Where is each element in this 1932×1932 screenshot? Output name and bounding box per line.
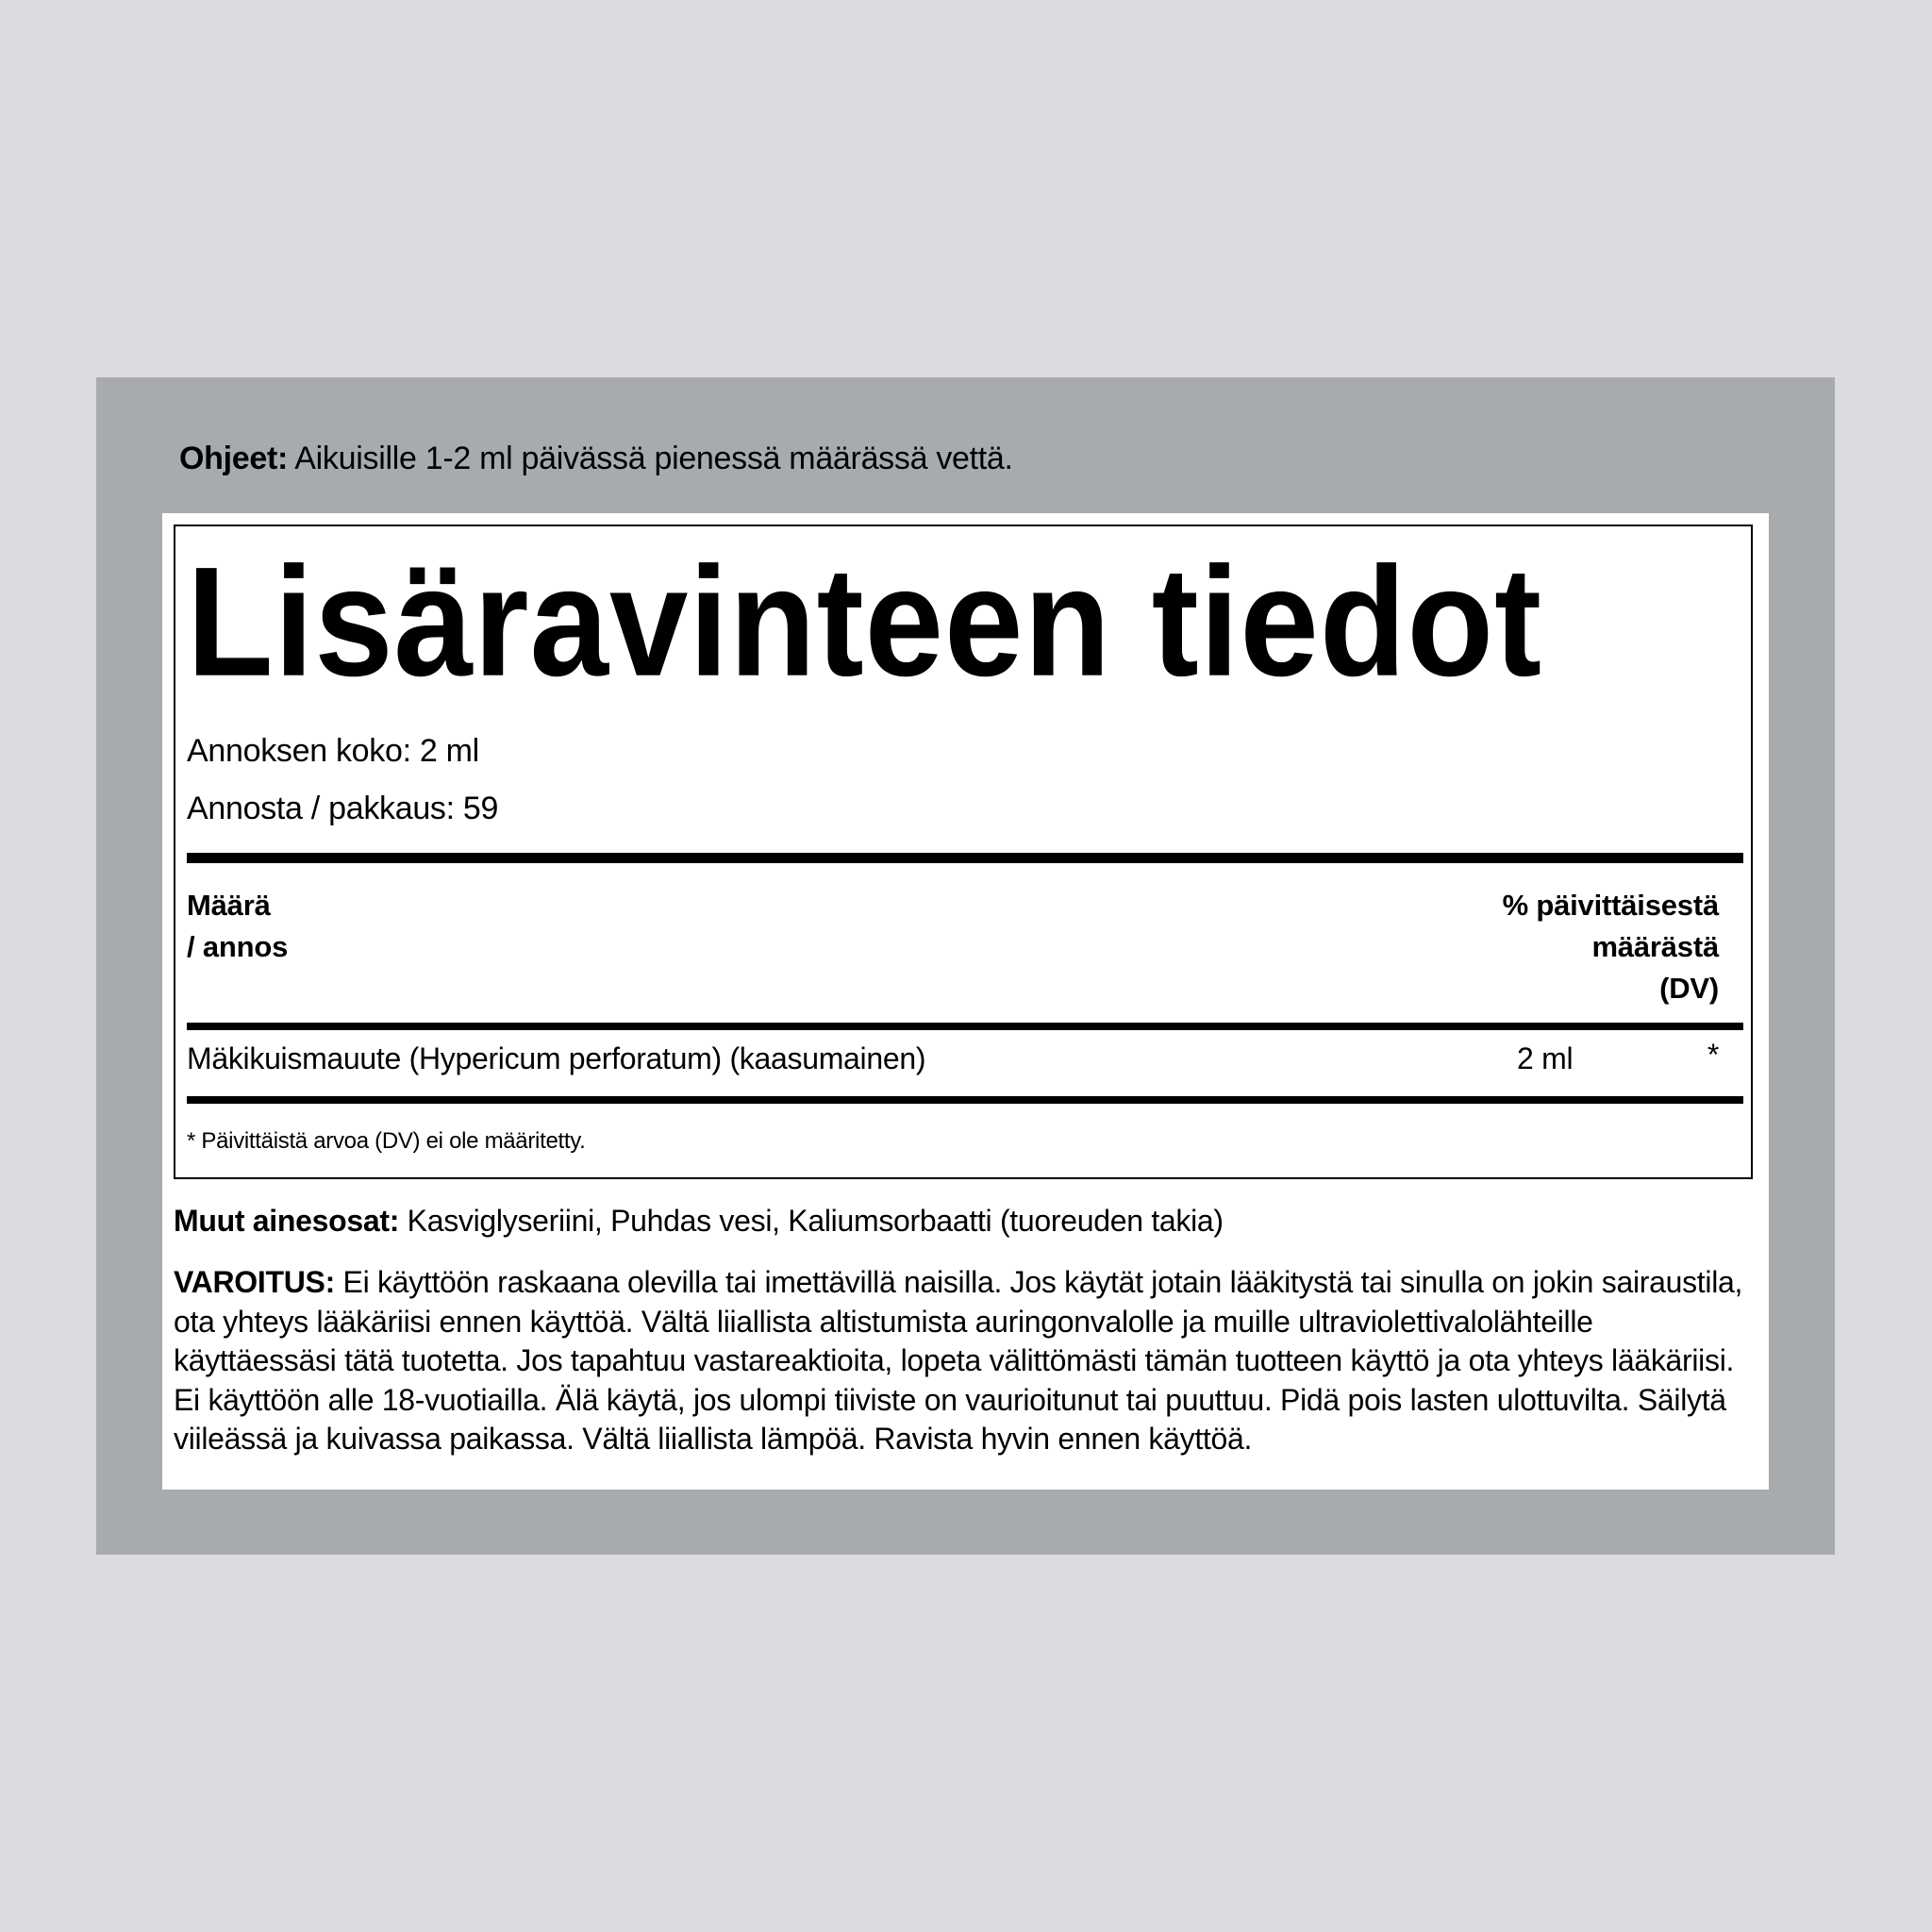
directions-text	[179, 440, 1013, 477]
thick-divider-top	[187, 853, 1743, 863]
ingredient-name: Mäkikuismauute (Hypericum perforatum) (kaasumainen)	[187, 1041, 926, 1075]
warning-line: Ei käyttöön alle 18-vuotiailla. Älä käytä, jos ulompi tiiviste on vaurioitunut tai puuttuu. Pidä pois lasten ulottuvilta. Säilytä	[174, 1382, 1726, 1417]
warning-line	[174, 1263, 1758, 1303]
warning-line: käyttäessäsi tätä tuotetta. Jos tapahtuu vastareaktioita, lopeta välittömästi tämän tuotteen käyttö ja ota yhteys lääkäriisi.	[174, 1343, 1735, 1377]
directions-label: Ohjeet:	[179, 441, 289, 476]
amount-per-serving-header	[187, 885, 288, 968]
daily-value-header	[1503, 885, 1719, 1009]
other-ingredients	[174, 1202, 1224, 1240]
warning-line-text: Ei käyttöön raskaana olevilla tai imettävillä naisilla. Jos käytät jotain lääkitystä tai sinulla on jokin sairaustila,	[334, 1265, 1743, 1299]
label-card	[162, 513, 1769, 1490]
other-ingredients-text: Kasviglyseriini, Puhdas vesi, Kaliumsorbaatti (tuoreuden takia)	[399, 1204, 1224, 1238]
divider-below-ingredients	[187, 1096, 1743, 1104]
dv-header-line1: % päivittäisestä	[1502, 889, 1719, 922]
label-panel	[96, 377, 1835, 1555]
supplement-facts-box	[174, 525, 1753, 1179]
dv-header-line2: määrästä	[1591, 930, 1719, 963]
ingredient-daily-value: *	[1707, 1038, 1719, 1072]
warning-text	[174, 1263, 1758, 1459]
divider-below-header	[187, 1023, 1743, 1030]
dv-header-line3: (DV)	[1659, 972, 1719, 1005]
supplement-facts-title: Lisäravinteen tiedot	[187, 534, 1543, 708]
directions-body: Aikuisille 1-2 ml päivässä pienessä määrässä vettä.	[288, 441, 1013, 476]
amount-header-line1: Määrä	[187, 889, 271, 922]
warning-line: viileässä ja kuivassa paikassa. Vältä liiallista lämpöä. Ravista hyvin ennen käyttöä.	[174, 1422, 1253, 1456]
serving-size: Annoksen koko: 2 ml	[187, 733, 479, 769]
servings-per-container: Annosta / pakkaus: 59	[187, 791, 499, 826]
amount-header-line2: / annos	[187, 930, 289, 963]
warning-label: VAROITUS:	[174, 1265, 335, 1299]
daily-value-footnote: * Päivittäistä arvoa (DV) ei ole määritetty.	[187, 1128, 586, 1154]
other-ingredients-label: Muut ainesosat:	[174, 1204, 400, 1238]
warning-line: ota yhteys lääkäriisi ennen käyttöä. Vältä liiallista altistumista auringonvalolle ja muille ultraviolettivalolähteille	[174, 1304, 1593, 1339]
ingredient-amount: 2 ml	[1517, 1041, 1574, 1075]
